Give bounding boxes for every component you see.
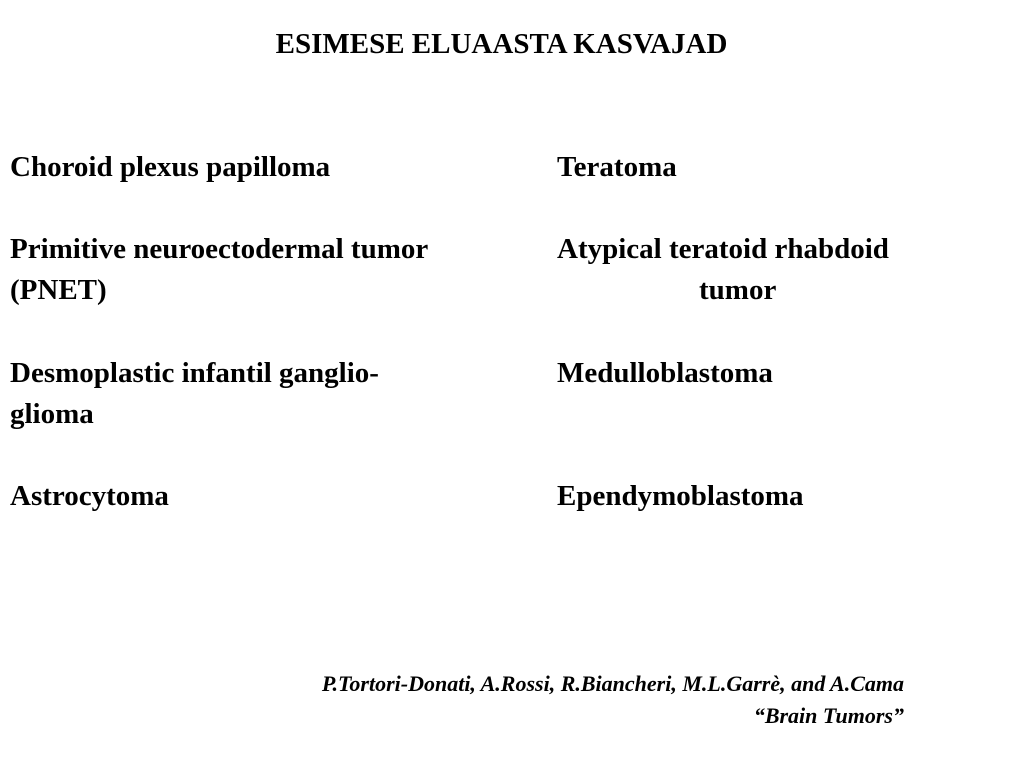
left-item-line-continuation: (PNET) xyxy=(10,274,107,306)
right-item-line: Ependymoblastoma xyxy=(557,480,804,512)
left-item-astrocytoma xyxy=(10,476,540,517)
left-item-choroid-plexus-papilloma xyxy=(10,147,540,188)
right-item-teratoma xyxy=(557,147,997,188)
slide-title: ESIMESE ELUAASTA KASVAJAD xyxy=(275,28,728,60)
left-item-line: Desmoplastic infantil ganglio- xyxy=(10,357,379,389)
citation xyxy=(322,668,904,732)
left-item-desmoplastic-ganglioglioma xyxy=(10,353,540,435)
right-item-line-continuation: tumor xyxy=(699,274,777,306)
right-item-ependymoblastoma xyxy=(557,476,997,517)
left-item-line: Choroid plexus papilloma xyxy=(10,151,331,183)
left-item-line: Astrocytoma xyxy=(10,480,169,512)
right-item-medulloblastoma xyxy=(557,353,997,394)
right-item-atypical-teratoid-rhabdoid-tumor xyxy=(557,229,997,311)
right-item-line: Teratoma xyxy=(557,151,677,183)
right-item-line: Medulloblastoma xyxy=(557,357,773,389)
left-item-pnet xyxy=(10,229,540,311)
right-item-line: Atypical teratoid rhabdoid xyxy=(557,233,889,265)
left-item-line: Primitive neuroectodermal tumor xyxy=(10,233,429,265)
citation-work: “Brain Tumors” xyxy=(753,703,904,728)
left-item-line-continuation: glioma xyxy=(10,398,94,430)
citation-authors: P.Tortori-Donati, A.Rossi, R.Biancheri, M.L.Garrè, and A.Cama xyxy=(321,671,904,696)
